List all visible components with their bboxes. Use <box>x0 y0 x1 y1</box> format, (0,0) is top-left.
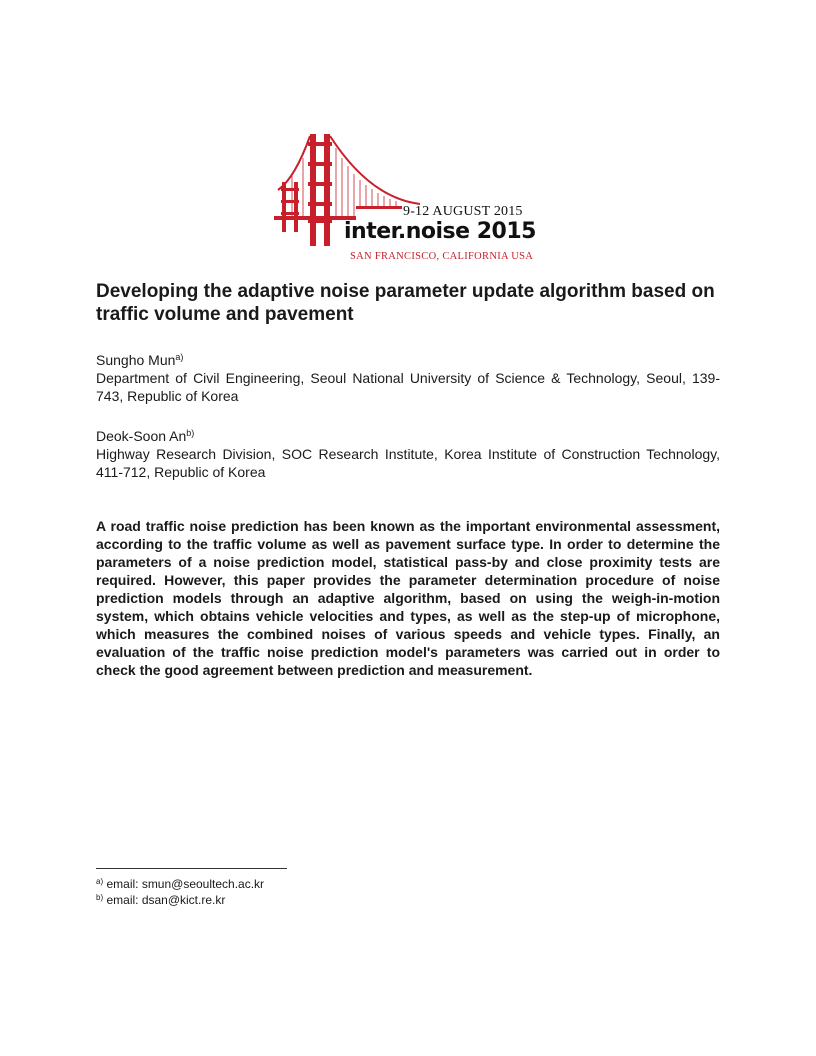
author-affiliation: Department of Civil Engineering, Seoul National University of Science & Technology, Seoul, 139-743, Republic of Korea <box>96 370 720 404</box>
footnote-2 <box>96 892 264 908</box>
author-affiliation: Highway Research Division, SOC Research Institute, Korea Institute of Construction Technology, 411-712, Republic of Korea <box>96 446 720 480</box>
conference-logo <box>270 128 555 268</box>
footnote-marker: b) <box>96 893 104 902</box>
author-block-2 <box>96 427 720 481</box>
conference-date: 9-12 AUGUST 2015 <box>403 204 523 219</box>
author-name-line <box>96 427 720 445</box>
footnote-email: email: dsan@kict.re.kr <box>106 893 226 907</box>
footnote-1 <box>96 876 264 892</box>
conference-brand: inter.noise 2015 <box>344 219 536 244</box>
author-marker: b) <box>186 428 195 438</box>
paper-title: Developing the adaptive noise parameter update algorithm based on traffic volume and pavement <box>96 281 715 325</box>
author-block-1 <box>96 351 720 405</box>
conference-location: SAN FRANCISCO, CALIFORNIA USA <box>350 251 534 262</box>
footnote-email: email: smun@seoultech.ac.kr <box>106 877 265 891</box>
author-name-line <box>96 351 720 369</box>
footnotes <box>96 876 264 908</box>
footnote-divider <box>96 868 287 869</box>
author-name: Deok-Soon An <box>96 428 187 444</box>
footnote-marker: a) <box>96 877 104 886</box>
golden-gate-bridge-icon <box>270 128 555 268</box>
author-name: Sungho Mun <box>96 352 176 368</box>
abstract: A road traffic noise prediction has been known as the important environmental assessment, according to the traffic volume as well as pavement surface type. In order to determine the parameters of a noise prediction model, statistical pass-by and close proximity tests are required. However, this paper provides the parameter determination procedure of noise prediction models through an adaptive algorithm, based on using the weigh-in-motion system, which obtains vehicle velocities and types, as well as the step-up of microphone, which measures the combined noises of various speeds and vehicle types. Finally, an evaluation of the traffic noise prediction model's parameters was carried out in order to check the good agreement between prediction and measurement. <box>96 518 720 678</box>
author-marker: a) <box>175 352 184 362</box>
